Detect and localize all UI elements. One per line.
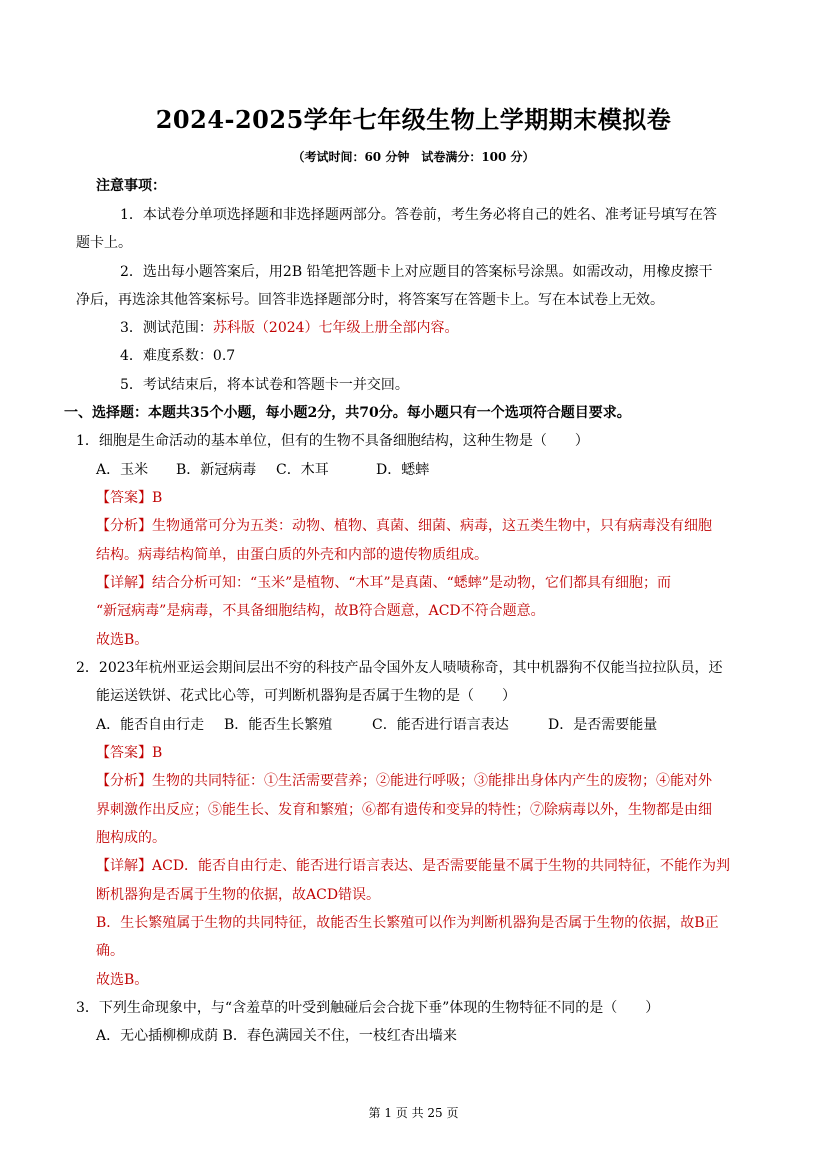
question-stem: 3．下列生命现象中，与“含羞草的叶受到触碰后会合拢下垂”体现的生物特征不同的是（ ） [76,1000,660,1016]
option-c: C．木耳 [276,462,329,478]
analysis: 结构。病毒结构简单，由蛋白质的外壳和内部的遗传物质组成。 [96,547,488,563]
detail: 确。 [96,943,124,959]
option-c: C．能否进行语言表达 [372,717,509,733]
detail: “新冠病毒”是病毒，不具备细胞结构，故B符合题意，ACD不符合题意。 [96,603,545,619]
answer: 【答案】B [96,745,163,761]
choice: 故选B。 [96,632,149,648]
option-b: B．新冠病毒 [176,462,257,478]
option-b: B．能否生长繁殖 [224,717,333,733]
notice-item: 4．难度系数：0.7 [120,348,236,364]
exam-info: （考试时间：60 分钟 试卷满分：100 分） [292,150,535,164]
question-stem: 1．细胞是生命活动的基本单位，但有的生物不具备细胞结构，这种生物是（ ） [76,433,589,449]
analysis: 胞构成的。 [96,830,166,846]
option-a: A．能否自由行走 [96,717,205,733]
notice-heading: 注意事项： [96,178,166,194]
question-options [96,715,776,735]
question-stem: 能运送铁饼、花式比心等，可判断机器狗是否属于生物的是（ ） [96,688,516,704]
option-d: D．是否需要能量 [548,717,658,733]
page-footer: 第 1 页 共 25 页 [368,1106,459,1120]
analysis: 界刺激作出反应；⑤能生长、发育和繁殖；⑥都有遗传和变异的特性；⑦除病毒以外，生物都是由细 [96,802,712,818]
page-title: 2024-2025学年七年级生物上学期期末模拟卷 [155,105,672,134]
question-options [96,460,776,480]
analysis: 【分析】生物的共同特征：①生活需要营养；②能进行呼吸；③能排出身体内产生的废物；④能对外 [96,773,712,789]
question-options: A．无心插柳柳成荫 B．春色满园关不住，一枝红杏出墙来 [96,1028,457,1044]
section-heading: 一、选择题：本题共35个小题，每小题2分，共70分。每小题只有一个选项符合题目要求。 [64,405,631,421]
question-stem: 2．2023年杭州亚运会期间层出不穷的科技产品令国外友人啧啧称奇，其中机器狗不仅能当拉拉队员，还 [76,660,723,676]
notice-item: 1．本试卷分单项选择题和非选择题两部分。答卷前，考生务必将自己的姓名、准考证号填写在答 [120,207,717,223]
detail: B．生长繁殖属于生物的共同特征，故能否生长繁殖可以作为判断机器狗是否属于生物的依据，故B正 [96,915,719,931]
answer: 【答案】B [96,490,163,506]
analysis: 【分析】生物通常可分为五类：动物、植物、真菌、细菌、病毒，这五类生物中，只有病毒没有细胞 [96,518,712,534]
notice-item: 5．考试结束后，将本试卷和答题卡一并交回。 [120,377,409,393]
notice-item: 净后，再选涂其他答案标号。回答非选择题部分时，将答案写在答题卡上。写在本试卷上无效。 [76,292,664,308]
choice: 故选B。 [96,972,149,988]
detail: 断机器狗是否属于生物的依据，故ACD错误。 [96,887,381,903]
notice-item: 2．选出每小题答案后，用2B 铅笔把答题卡上对应题目的答案标号涂黑。如需改动，用橡皮擦干 [120,264,713,280]
notice-item: 3．测试范围：苏科版（2024）七年级上册全部内容。 [120,320,459,336]
detail: 【详解】结合分析可知：“玉米”是植物、“木耳”是真菌、“蟋蟀”是动物，它们都具有细胞；而 [96,575,671,591]
option-a: A．玉米 [96,462,149,478]
option-d: D．蟋蟀 [376,462,430,478]
notice-item: 题卡上。 [76,235,132,251]
detail: 【详解】ACD．能否自由行走、能否进行语言表达、是否需要能量不属于生物的共同特征，不能作为判 [96,858,731,874]
